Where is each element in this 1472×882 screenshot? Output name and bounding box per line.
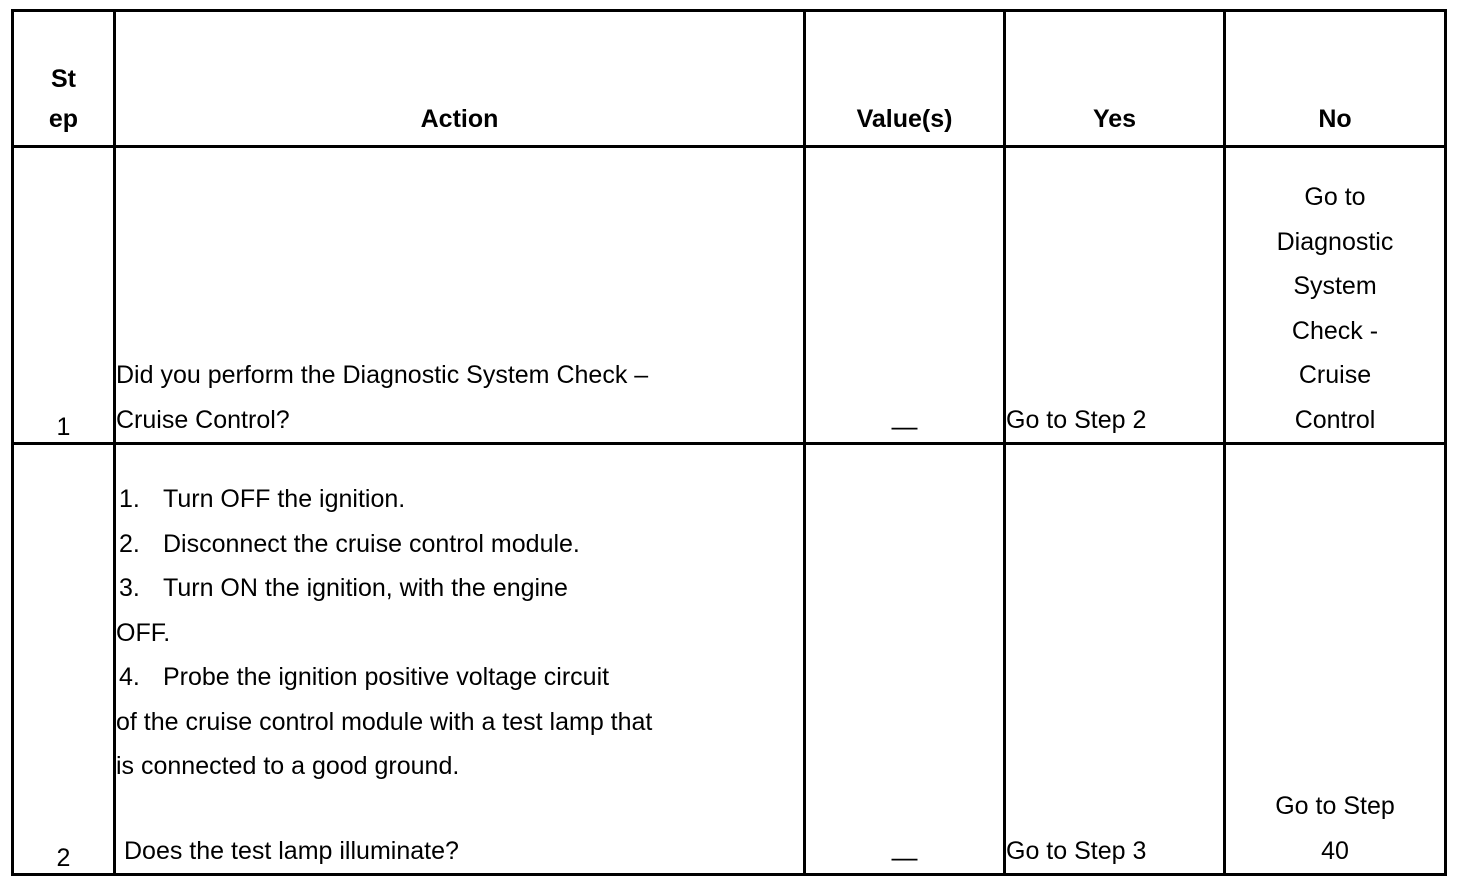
no-cell: Go to Diagnostic System Check - Cruise Control <box>1225 147 1446 444</box>
action-list-item: 4. Probe the ignition positive voltage circuit <box>119 663 610 691</box>
action-list-item: of the cruise control module with a test lamp that <box>116 707 653 736</box>
action-list-item: 3. Turn ON the ignition, with the engine <box>119 574 568 602</box>
header-action: Action <box>115 11 805 147</box>
yes-cell: Go to Step 3 <box>1005 444 1225 875</box>
header-no: No <box>1225 11 1446 147</box>
table-row-step-1 <box>13 147 1446 444</box>
action-question: Does the test lamp illuminate? <box>124 836 459 865</box>
yes-cell: Go to Step 2 <box>1005 147 1225 444</box>
action-line: Did you perform the Diagnostic System Check – <box>116 361 649 389</box>
header-yes: Yes <box>1005 11 1225 147</box>
action-list-item: OFF. <box>116 618 171 647</box>
step-number: 2 <box>13 444 115 875</box>
action-cell <box>115 444 805 875</box>
diagnostic-table <box>11 9 1447 876</box>
action-cell <box>115 147 805 444</box>
table-row-step-2 <box>13 444 1446 875</box>
header-values: Value(s) <box>805 11 1005 147</box>
header-step: St ep <box>13 11 115 147</box>
value-cell: — <box>805 147 1005 444</box>
action-list-item: 2. Disconnect the cruise control module. <box>119 529 580 558</box>
header-row <box>13 11 1446 147</box>
action-line: Cruise Control? <box>116 405 290 434</box>
value-cell: — <box>805 444 1005 875</box>
no-cell: Go to Step 40 <box>1225 444 1446 875</box>
step-number: 1 <box>13 147 115 444</box>
action-list-item: 1. Turn OFF the ignition. <box>119 485 406 513</box>
action-list-item: is connected to a good ground. <box>116 752 460 780</box>
